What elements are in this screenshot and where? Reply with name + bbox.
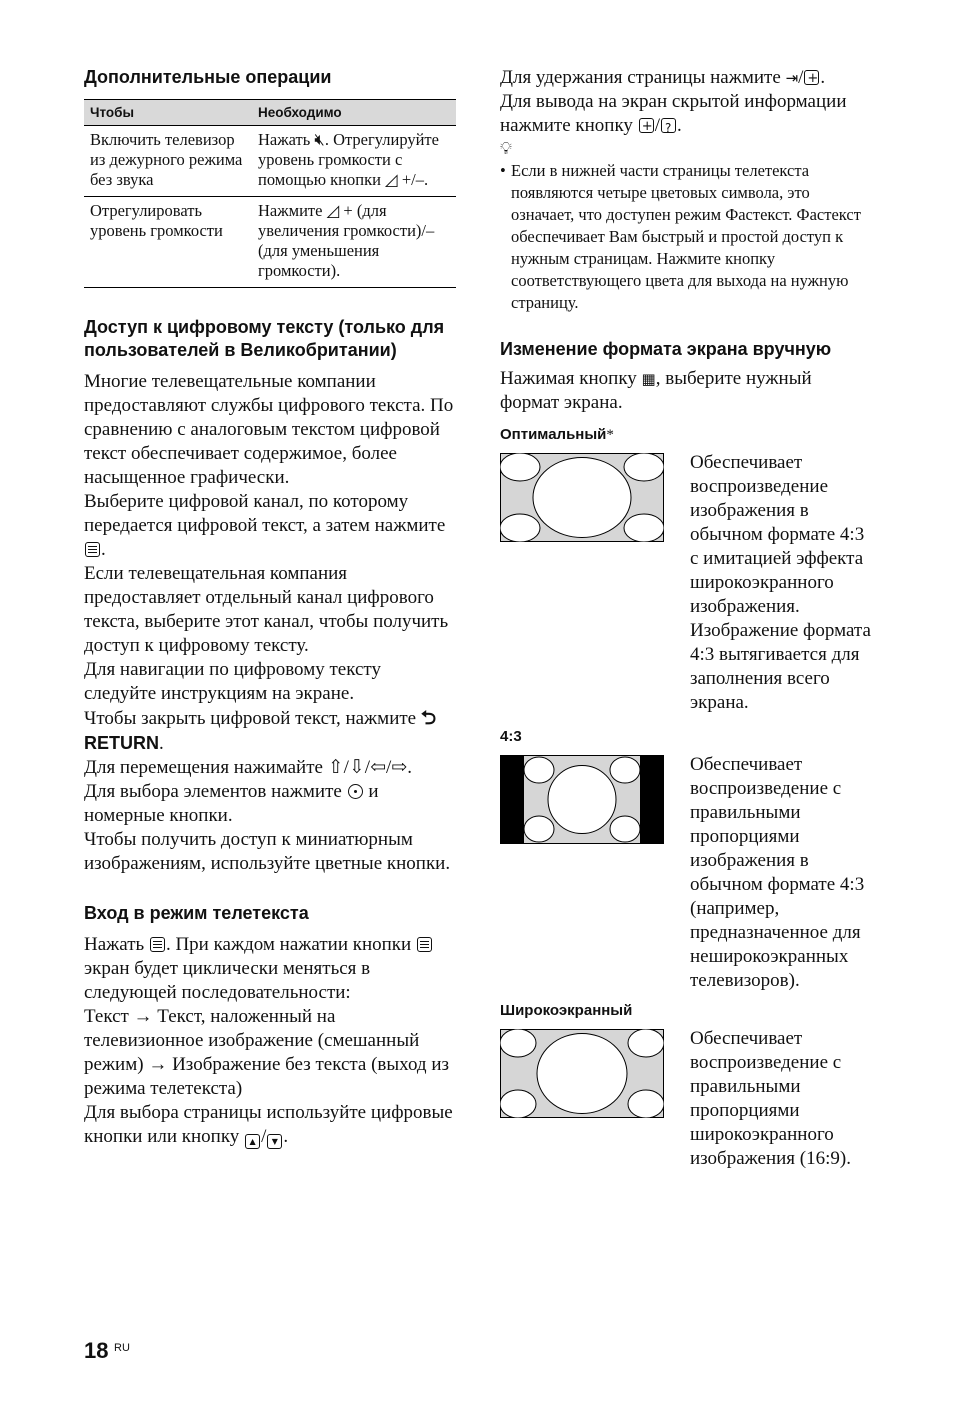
hold-icon: ⇥ <box>785 69 799 87</box>
paragraph: Для перемещения нажимайте ⇧/⇩/⇦/⇨. <box>84 757 412 778</box>
return-label: RETURN <box>84 733 159 753</box>
ok-button-icon <box>348 784 363 799</box>
text: Для вывода на экран скрытой информации нажмите кнопку <box>500 91 847 136</box>
format-button-icon: ▦ <box>641 370 656 388</box>
operations-table <box>84 99 456 288</box>
text: . <box>676 115 682 136</box>
wide-format-illustration <box>500 1029 664 1118</box>
paragraph: Текст → Текст, наложенный на телевизионное изображение (смешанный режим) → Изображение без текста (выход из режима телетекста) <box>84 1006 449 1099</box>
heading-screen-format: Изменение формата экрана вручную <box>500 339 832 359</box>
format-row-wide <box>500 1027 872 1171</box>
paragraph <box>84 490 456 562</box>
return-icon: ⮌ <box>420 707 437 729</box>
heading-digital-text: Доступ к цифровому тексту (только для пользователей в Великобритании) <box>84 317 445 360</box>
page-down-icon: ▼ <box>267 1134 282 1149</box>
paragraph <box>84 1101 456 1149</box>
text: Для выбора страницы используйте цифровые кнопки или кнопку <box>84 1102 453 1147</box>
paragraph: Многие телевещательные компании предоставляют службы цифрового текста. По сравнению с аналоговым текстом цифровой текст обеспечивает содержимое, более насыщенное графически. <box>84 371 454 488</box>
four-three-format-illustration <box>500 755 664 844</box>
text: . При каждом нажатии кнопки <box>165 934 416 955</box>
text: / <box>261 1126 267 1147</box>
format-description: Обеспечивает воспроизведение с правильными пропорциями широкоэкранного изображения (16:9). <box>690 1028 851 1169</box>
format-row-optimal <box>500 451 872 715</box>
paragraph <box>84 706 456 756</box>
left-column <box>84 66 456 1149</box>
text: и номерные кнопки. <box>84 781 379 826</box>
text: . <box>159 733 164 754</box>
table-cell <box>252 197 456 288</box>
heading-additional-operations: Дополнительные операции <box>84 67 332 87</box>
text-button-icon <box>417 937 432 952</box>
heading-teletext: Вход в режим телетекста <box>84 903 309 923</box>
table-row <box>84 126 456 197</box>
hold-button-icon <box>804 70 819 85</box>
format-description: Обеспечивает воспроизведение с правильными пропорциями изображения в обычном формате 4:3 (например, предназначенное для неширокоэкранных телевизоров). <box>690 754 865 991</box>
paragraph <box>500 66 872 90</box>
text: Для удержания страницы нажмите <box>500 67 786 88</box>
paragraph: Чтобы получить доступ к миниатюрным изображениям, используйте цветные кнопки. <box>84 829 451 874</box>
cell-text: Нажать <box>258 130 315 149</box>
paragraph: Если телевещательная компания предоставляет отдельный канал цифрового текста, выберите этот канал, чтобы получить доступ к цифровому тексту. <box>84 563 449 656</box>
tip-bullet <box>500 160 872 314</box>
info-button-icon <box>639 118 654 133</box>
table-cell <box>252 126 456 197</box>
format-label-optimal <box>500 425 872 445</box>
footnote-mark: * <box>606 427 614 443</box>
right-column <box>500 66 872 1171</box>
mute-icon: 🔇︎ <box>314 130 325 149</box>
text: . <box>283 1126 289 1147</box>
table-row <box>84 197 456 288</box>
paragraph <box>84 933 456 1005</box>
volume-icon: ◿ <box>385 170 398 189</box>
tip-text: Если в нижней части страницы телетекста появляются четыре цветовых символа, это означает, что доступен режим Фастекст. Фастекст обеспечивает Вам быстрый и простой доступ к нужным страницам. Нажмите кнопку соответствующего цвета для выхода на нужную страницу. <box>511 161 861 312</box>
table-cell: Включить телевизор из дежурного режима без звука <box>84 126 252 197</box>
page-number: 18 <box>84 1338 109 1363</box>
reveal-button-icon <box>661 118 676 133</box>
format-row-4-3 <box>500 753 872 993</box>
bullet-dot: • <box>500 161 506 180</box>
paragraph <box>500 367 872 415</box>
text: Выберите цифровой канал, по которому передается цифровой текст, а затем нажмите <box>84 491 446 536</box>
text: Для выбора элементов нажмите <box>84 781 347 802</box>
text: Нажать <box>84 934 149 955</box>
page-language: RU <box>114 1342 130 1354</box>
text: Нажимая кнопку <box>500 368 642 389</box>
cell-text: + (для увеличения громкости)/– (для уменьшения громкости). <box>258 201 435 280</box>
cell-text: . Отрегулируйте уровень громкости с помощью кнопки <box>258 130 439 189</box>
table-header: Необходимо <box>252 100 456 126</box>
cell-text: +/–. <box>397 170 429 189</box>
lightbulb-icon: 💡︎ <box>500 139 512 159</box>
paragraph: Для навигации по цифровому тексту следуйте инструкциям на экране. <box>84 659 381 704</box>
paragraph <box>84 780 456 828</box>
text: , выберите нужный формат экрана. <box>500 368 812 413</box>
table-header: Чтобы <box>84 100 252 126</box>
text: Чтобы закрыть цифровой текст, нажмите <box>84 708 421 729</box>
format-name: Оптимальный <box>500 426 607 443</box>
text: / <box>798 67 804 88</box>
table-cell: Отрегулировать уровень громкости <box>84 197 252 288</box>
text-button-icon <box>85 542 100 557</box>
format-description: Обеспечивает воспроизведение изображения в обычном формате 4:3 с имитацией эффекта широкоэкранного изображения. Изображение формата 4:3 вытягивается для заполнения всего экрана. <box>690 452 871 713</box>
text-button-icon <box>150 937 165 952</box>
page-up-icon: ▲ <box>245 1134 260 1149</box>
format-label-wide: Широкоэкранный <box>500 1002 633 1019</box>
optimal-format-illustration <box>500 453 664 542</box>
text: / <box>654 115 660 136</box>
text: . <box>820 67 826 88</box>
cell-text: Нажмите <box>258 201 327 220</box>
volume-icon: ◿ <box>326 201 340 220</box>
paragraph <box>500 90 872 138</box>
text: . <box>101 539 106 560</box>
text: экран будет циклически меняться в следующей последовательности: <box>84 958 371 1003</box>
table-header-row <box>84 100 456 126</box>
format-label-4-3: 4:3 <box>500 728 522 745</box>
